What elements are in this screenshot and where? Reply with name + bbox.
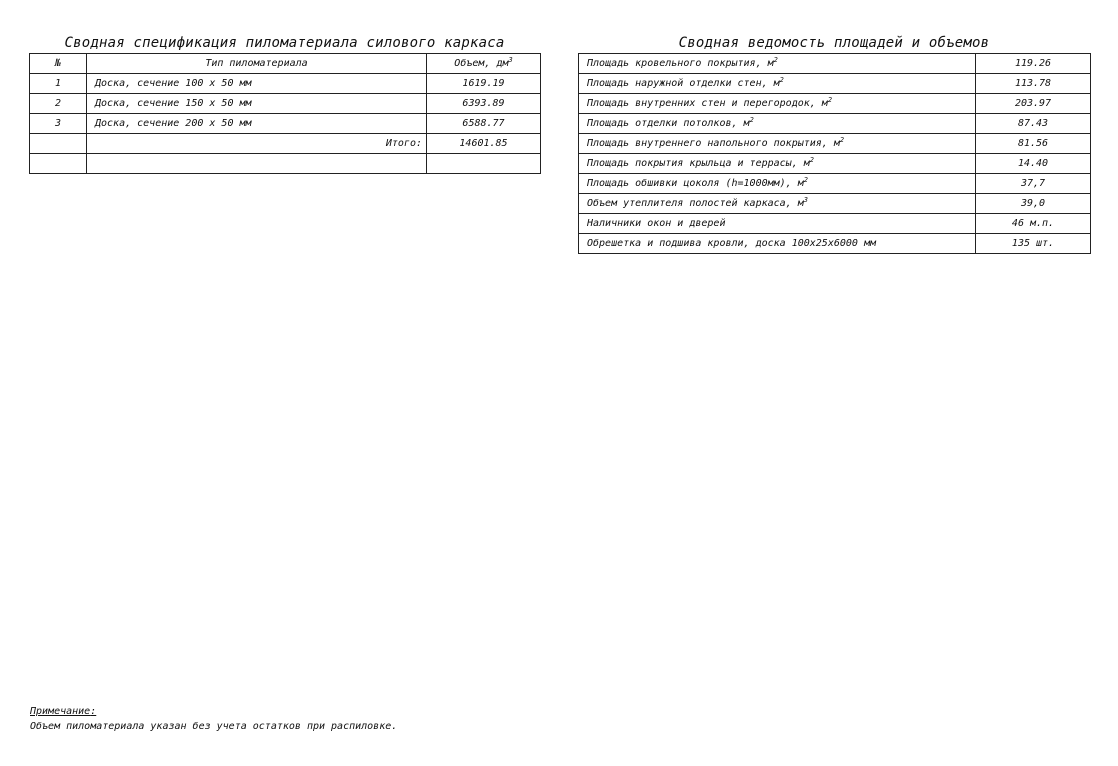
row-num: 3 (30, 114, 87, 134)
header-volume (427, 54, 541, 74)
area-value: 39,0 (976, 194, 1091, 214)
area-label-text: Площадь покрытия крыльца и террасы, м (587, 158, 810, 169)
area-label-text: Площадь наружной отделки стен, м (587, 78, 780, 89)
row-type: Доска, сечение 100 x 50 мм (87, 74, 427, 94)
table-row (30, 114, 541, 134)
table-row (579, 214, 1091, 234)
table-row (30, 74, 541, 94)
area-label (579, 94, 976, 114)
row-volume: 6588.77 (427, 114, 541, 134)
note-text: Объем пиломатериала указан без учета остатков при распиловке. (30, 721, 398, 732)
areas-title: Сводная ведомость площадей и объемов (678, 35, 990, 51)
area-unit-sup: 2 (809, 156, 814, 164)
areas-table (578, 53, 1091, 254)
table-row (579, 234, 1091, 254)
area-label (579, 114, 976, 134)
header-type: Тип пиломатериала (87, 54, 427, 74)
lumber-spec-title: Сводная спецификация пиломатериала силового каркаса (64, 35, 505, 51)
empty-cell (30, 154, 87, 174)
area-label-text: Площадь обшивки цоколя (h=1000мм), м (587, 178, 804, 189)
area-label (579, 174, 976, 194)
area-unit-sup: 2 (773, 56, 778, 64)
area-unit-sup: 2 (827, 96, 833, 104)
note-label (30, 706, 96, 717)
area-label-text: Обрешетка и подшива кровли, доска 100х25х6000 мм (587, 238, 876, 249)
area-value: 37,7 (976, 174, 1091, 194)
area-unit-sup: 2 (803, 176, 808, 184)
total-empty-cell (30, 134, 87, 154)
area-label (579, 134, 976, 154)
table-header-row (30, 54, 541, 74)
area-label-text: Площадь отделки потолков, м (587, 118, 750, 129)
total-row (30, 134, 541, 154)
total-value: 14601.85 (427, 134, 541, 154)
table-row (579, 174, 1091, 194)
row-num: 1 (30, 74, 87, 94)
empty-row (30, 154, 541, 174)
area-label-text: Объем утеплителя полостей каркаса, м (587, 198, 804, 209)
row-volume: 1619.19 (427, 74, 541, 94)
note-label-text: Примечание (30, 706, 91, 717)
area-unit-sup: 2 (779, 76, 784, 84)
area-label (579, 214, 976, 234)
header-volume-text: Объем, дм (454, 58, 509, 69)
area-label (579, 54, 976, 74)
total-label: Итого: (87, 134, 427, 154)
area-value: 14.40 (976, 154, 1091, 174)
table-row (579, 54, 1091, 74)
table-row (579, 94, 1091, 114)
area-label (579, 234, 976, 254)
note-label-colon: : (90, 706, 97, 717)
area-value: 87.43 (976, 114, 1091, 134)
area-value: 81.56 (976, 134, 1091, 154)
area-value: 203.97 (976, 94, 1091, 114)
row-num: 2 (30, 94, 87, 114)
area-value: 113.78 (976, 74, 1091, 94)
row-type: Доска, сечение 200 x 50 мм (87, 114, 427, 134)
row-type: Доска, сечение 150 x 50 мм (87, 94, 427, 114)
row-volume: 6393.89 (427, 94, 541, 114)
header-num: № (30, 54, 87, 74)
area-unit-sup: 2 (839, 136, 845, 144)
area-label (579, 74, 976, 94)
area-label-text: Наличники окон и дверей (587, 218, 726, 229)
lumber-spec-table (29, 53, 541, 174)
table-row (579, 114, 1091, 134)
area-unit-sup: 2 (749, 116, 754, 124)
area-unit-sup: 3 (803, 196, 808, 204)
table-row (579, 134, 1091, 154)
empty-cell (87, 154, 427, 174)
header-volume-sup: 3 (508, 56, 513, 64)
table-row (30, 94, 541, 114)
table-row (579, 154, 1091, 174)
area-value: 135 шт. (976, 234, 1091, 254)
area-value: 119.26 (976, 54, 1091, 74)
empty-cell (427, 154, 541, 174)
area-value: 46 м.п. (976, 214, 1091, 234)
table-row (579, 194, 1091, 214)
table-row (579, 74, 1091, 94)
area-label-text: Площадь внутренних стен и перегородок, м (587, 98, 828, 109)
area-label-text: Площадь внутреннего напольного покрытия, м (587, 138, 840, 149)
area-label (579, 194, 976, 214)
area-label (579, 154, 976, 174)
area-label-text: Площадь кровельного покрытия, м (587, 58, 774, 69)
